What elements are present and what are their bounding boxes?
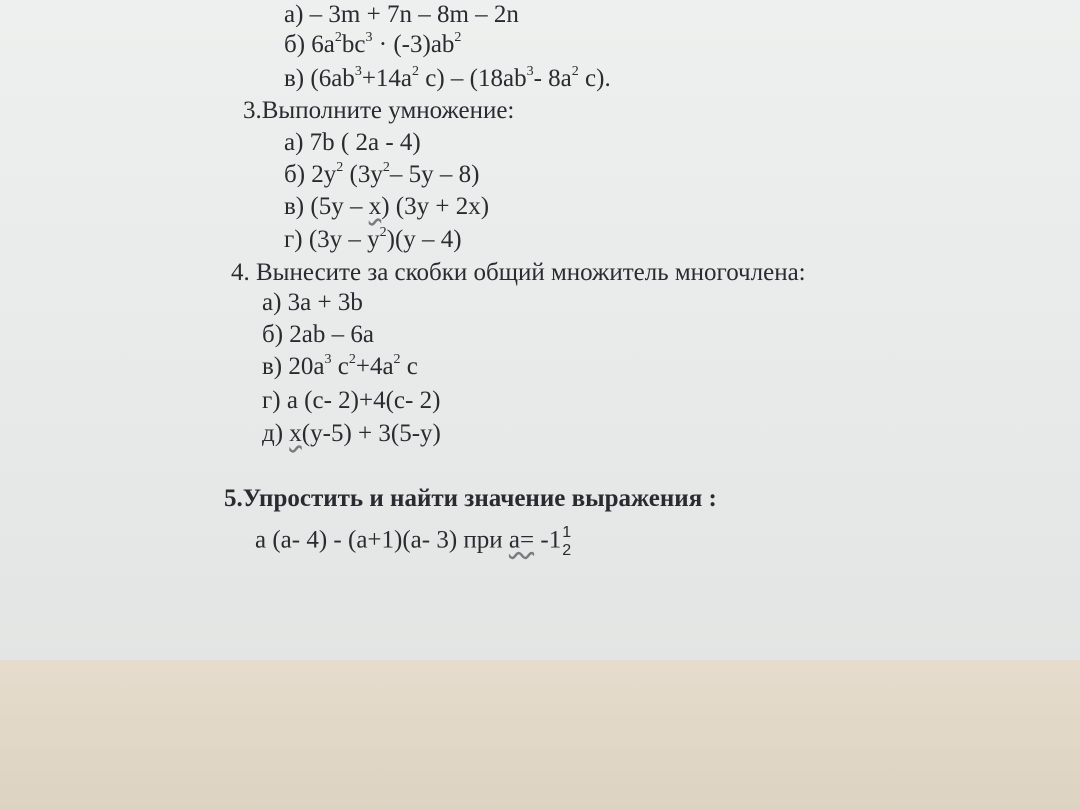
exponent: 3 — [526, 64, 534, 79]
exponent: 2 — [382, 160, 390, 175]
task3-item-d — [284, 225, 462, 255]
fraction — [562, 524, 571, 560]
task4-item-a: а) 3a + 3b — [262, 289, 363, 316]
task3-item-c — [284, 192, 489, 222]
task2-item-b-text: б) 6a — [284, 31, 335, 58]
task4-item-d: г) a (c- 2)+4(c- 2) — [262, 387, 441, 414]
task3-item-b-text: б) 2y — [284, 161, 337, 188]
task3-item-d-text: г) (3y – y — [284, 226, 380, 253]
task3-item-b-text: – 5y – 8) — [389, 161, 480, 188]
task2-item-c-text: в) (6ab — [284, 65, 355, 92]
task2-item-a — [284, 0, 519, 30]
task2-item-a-text: а) – 3m + 7n – 8m – 2n — [284, 1, 519, 28]
task5-expression-text: a (a- 4) - (a+1)(a- 3) при — [255, 526, 509, 554]
task5-value: -1 — [534, 526, 562, 554]
task4-item-c-text: c — [331, 353, 349, 380]
task3-item-d-text: )(y – 4) — [386, 226, 462, 253]
exponent: 2 — [379, 225, 387, 240]
task2-item-b — [284, 30, 461, 60]
exponent: 2 — [393, 352, 401, 367]
exponent: 2 — [571, 64, 579, 79]
task4-item-c-text: в) 20a — [262, 353, 325, 380]
underlined-variable: x — [289, 420, 302, 447]
task2-item-b-text: · (-3)ab — [372, 31, 455, 58]
task4-item-c-text: c — [400, 353, 418, 380]
exponent: 2 — [454, 30, 462, 45]
task2-item-b-text: bc — [341, 31, 366, 58]
task4-item-c-text: +4a — [355, 353, 394, 380]
fraction-denominator: 2 — [562, 542, 572, 559]
task4-title: 4. Вынесите за скобки общий множитель многочлена: — [231, 259, 806, 286]
task3-title: 3.Выполните умножение: — [243, 97, 515, 124]
task4-item-c — [262, 352, 418, 382]
exponent: 3 — [354, 64, 362, 79]
task4-item-b: б) 2ab – 6a — [262, 321, 374, 348]
task3-item-a: а) 7b ( 2a - 4) — [284, 129, 421, 156]
task4-item-e-text: (y-5) + 3(5-y) — [301, 420, 441, 447]
task2-item-c-text: c). — [578, 65, 611, 92]
exponent: 2 — [336, 160, 344, 175]
underlined-variable: a= — [508, 526, 535, 554]
exponent: 2 — [412, 64, 420, 79]
exponent: 3 — [365, 30, 373, 45]
task2-item-c — [284, 64, 611, 94]
task3-item-c-text: ) (3y + 2x) — [381, 193, 490, 220]
exponent: 3 — [324, 352, 332, 367]
task5-expression — [255, 524, 571, 560]
exponent: 2 — [348, 352, 356, 367]
fraction-numerator: 1 — [562, 524, 572, 541]
task3-item-b-text: (3y — [343, 161, 383, 188]
task2-item-c-text: c) – (18ab — [419, 65, 527, 92]
task4-item-e — [262, 419, 441, 449]
task2-item-c-text: +14a — [361, 65, 413, 92]
table-surface — [0, 660, 1080, 810]
task3-item-b — [284, 160, 479, 190]
underlined-variable: x — [368, 193, 382, 220]
task3-item-c-text: в) (5y – — [284, 193, 369, 220]
task4-item-e-text: д) — [262, 420, 290, 447]
task5-title: 5.Упростить и найти значение выражения : — [224, 485, 717, 512]
exponent: 2 — [334, 30, 342, 45]
task2-item-c-text: - 8a — [533, 65, 572, 92]
